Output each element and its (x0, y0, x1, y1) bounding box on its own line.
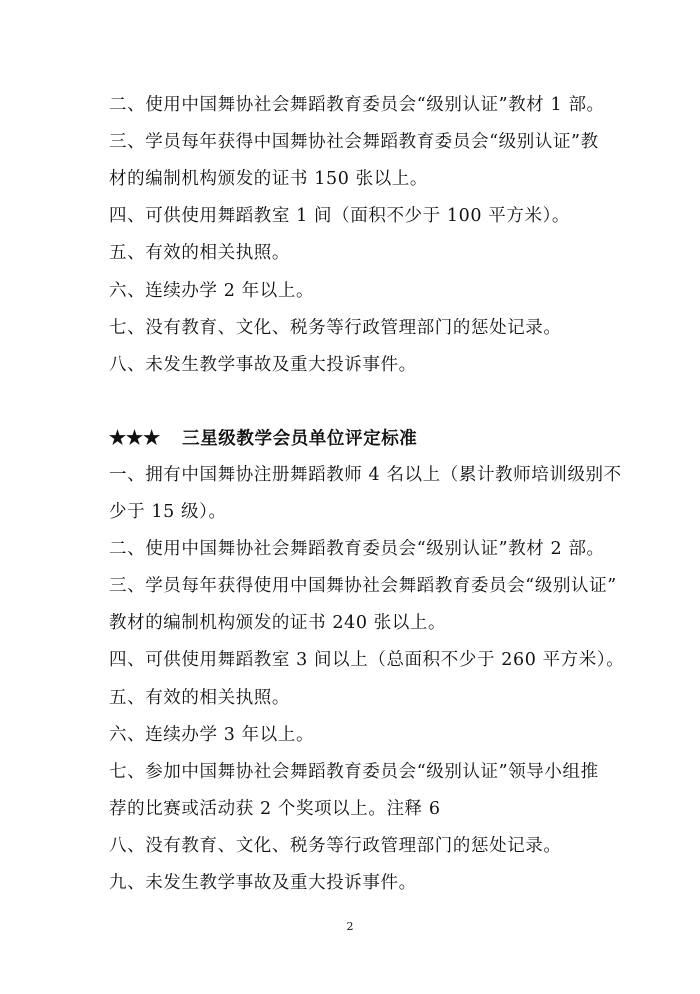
section-b-line-9: 七、参加中国舞协社会舞蹈教育委员会“级别认证”领导小组推 (109, 762, 599, 782)
section-b-line-8: 六、连续办学 3 年以上。 (109, 725, 315, 745)
section-b-line-3: 二、使用中国舞协社会舞蹈教育委员会“级别认证”教材 2 部。 (109, 539, 605, 559)
section-b-line-2: 少于 15 级）。 (109, 502, 227, 522)
three-star-icon: ★★★ (109, 427, 161, 449)
section-b-line-4: 三、学员每年获得使用中国舞协社会舞蹈教育委员会“级别认证” (109, 576, 617, 596)
section-a-line-7: 七、没有教育、文化、税务等行政管理部门的惩处记录。 (109, 318, 562, 338)
section-b-line-12: 九、未发生教学事故及重大投诉事件。 (109, 873, 417, 893)
page-number: 2 (346, 920, 354, 933)
section-b-line-1: 一、拥有中国舞协注册舞蹈教师 4 名以上（累计教师培训级别不 (109, 465, 622, 485)
section-a-line-2: 三、学员每年获得中国舞协社会舞蹈教育委员会“级别认证”教 (109, 132, 599, 152)
section-b-line-5: 教材的编制机构颁发的证书 240 张以上。 (109, 613, 447, 633)
section-a-line-8: 八、未发生教学事故及重大投诉事件。 (109, 355, 417, 375)
section-b-line-6: 四、可供使用舞蹈教室 3 间以上（总面积不少于 260 平方米）。 (109, 650, 625, 670)
section-a-line-4: 四、可供使用舞蹈教室 1 间（面积不少于 100 平方米）。 (109, 206, 571, 226)
section-b-line-11: 八、没有教育、文化、税务等行政管理部门的惩处记录。 (109, 836, 562, 856)
section-b-heading (109, 427, 417, 450)
section-b-line-10: 荐的比赛或活动获 2 个奖项以上。注释 6 (109, 799, 441, 819)
section-b-line-7: 五、有效的相关执照。 (109, 688, 290, 708)
section-a-line-1: 二、使用中国舞协社会舞蹈教育委员会“级别认证”教材 1 部。 (109, 95, 605, 115)
section-a-line-6: 六、连续办学 2 年以上。 (109, 281, 315, 301)
section-a-line-5: 五、有效的相关执照。 (109, 243, 290, 263)
section-b-title: 三星级教学会员单位评定标准 (182, 429, 418, 449)
section-a-line-3: 材的编制机构颁发的证书 150 张以上。 (109, 169, 429, 189)
